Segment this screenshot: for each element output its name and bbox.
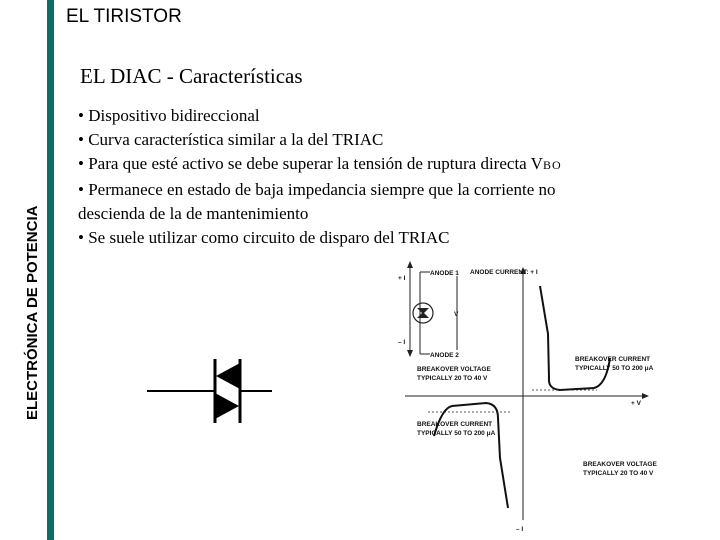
inset-schematic	[398, 261, 459, 359]
slide-subtitle: EL DIAC - Características	[80, 64, 303, 88]
inset-anode2-label: ANODE 2	[430, 352, 459, 359]
sidebar-vertical-label: ELECTRÓNICA DE POTENCIA	[24, 205, 41, 420]
inset-minus-ia: – I	[398, 339, 406, 346]
breakover-voltage-left-line1: BREAKOVER VOLTAGE	[417, 366, 491, 373]
diac-symbol	[140, 355, 280, 435]
vbo-subscript: BO	[542, 158, 562, 173]
bullet-list	[78, 104, 698, 250]
anode-current-label: ANODE CURRENT: + I	[470, 269, 538, 276]
page-title: EL TIRISTOR	[66, 6, 182, 27]
diac-triangle-lower	[215, 393, 239, 419]
inset-v-label: V	[454, 311, 459, 318]
breakover-voltage-bottom-line1: BREAKOVER VOLTAGE	[583, 461, 657, 468]
inset-plus-ia: + I	[398, 275, 406, 282]
arrow-down-icon	[407, 350, 413, 357]
inset-anode1-label: ANODE 1	[430, 270, 459, 277]
diac-triangle-upper	[216, 363, 240, 389]
bullet-item: • Dispositivo bidireccional	[78, 106, 260, 125]
diac-vi-characteristic	[390, 258, 660, 538]
breakover-current-bottom-line1: BREAKOVER CURRENT	[417, 421, 493, 428]
breakover-current-top-line2: TYPICALLY 50 TO 200 μA	[575, 365, 654, 372]
bullet-item: • Se suele utilizar como circuito de disparo del TRIAC	[78, 228, 450, 248]
minus-ia-label: – I	[516, 526, 524, 533]
breakover-voltage-bottom-line2: TYPICALLY 20 TO 40 V	[583, 470, 654, 477]
breakover-current-top-line1: BREAKOVER CURRENT	[575, 356, 651, 363]
bullet-text: • Para que esté activo se debe superar la tensión de ruptura directa V	[78, 154, 543, 174]
arrow-right-icon	[642, 393, 649, 399]
bullet-item: descienda de la de mantenimiento	[78, 203, 309, 223]
side-accent-bar	[47, 0, 54, 540]
arrow-up-icon	[407, 261, 413, 268]
inset-diac-triangle-up	[417, 312, 429, 318]
bullet-item: • Permanece en estado de baja impedancia siempre que la corriente no	[78, 179, 556, 199]
plus-v-label: + V	[631, 400, 641, 407]
breakover-current-bottom-line2: TYPICALLY 50 TO 200 μA	[417, 430, 496, 437]
breakover-voltage-left-line2: TYPICALLY 20 TO 40 V	[417, 375, 488, 382]
bullet-item: • Curva característica similar a la del TRIAC	[78, 130, 384, 150]
bullet-item	[78, 152, 698, 177]
